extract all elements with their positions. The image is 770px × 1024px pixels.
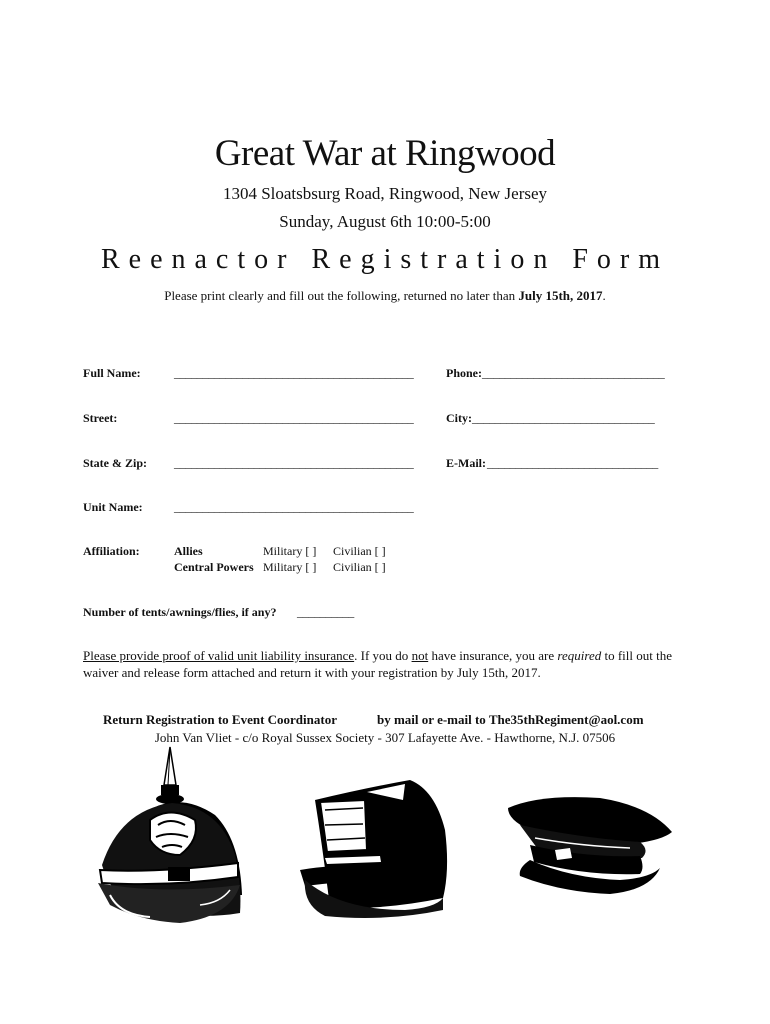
mailing-address: John Van Vliet - c/o Royal Sussex Society - 307 Lafayette Ave. - Hawthorne, N.J. 07506	[154, 730, 616, 745]
peaked-cap-icon	[500, 790, 680, 900]
insurance-text-6: to fill out the waiver and release form attached and return it with your registration by July 15th, 2017.	[83, 648, 673, 680]
email-field[interactable]: ______________________________	[487, 456, 659, 470]
allies-military-checkbox[interactable]: Military [ ]	[263, 544, 317, 558]
return-email-text: by mail or e-mail to The35thRegiment@aol.com	[377, 712, 644, 727]
tents-field[interactable]: __________	[297, 605, 355, 619]
full-name-label: Full Name:	[83, 366, 141, 380]
insurance-text-4: have insurance, you are	[428, 648, 558, 663]
state-zip-field[interactable]: __________________________________________	[174, 456, 414, 470]
email-label: E-Mail:	[446, 456, 486, 470]
central-powers-label: Central Powers	[174, 560, 254, 574]
insurance-text-2: . If you do	[354, 648, 412, 663]
city-field[interactable]: ________________________________	[472, 411, 655, 425]
insurance-required-text: required	[557, 648, 602, 663]
central-powers-military-checkbox[interactable]: Military [ ]	[263, 560, 317, 574]
city-label: City:	[446, 411, 472, 425]
phone-field[interactable]: ________________________________	[482, 366, 665, 380]
kepi-cap-icon	[285, 770, 460, 925]
allies-label: Allies	[174, 544, 203, 558]
phone-label: Phone:	[446, 366, 482, 380]
instructions-text: Please print clearly and fill out the following, returned no later than	[164, 288, 519, 303]
affiliation-label: Affiliation:	[83, 544, 140, 558]
event-date: Sunday, August 6th 10:00-5:00	[279, 212, 491, 231]
insurance-proof-text: Please provide proof of valid unit liability insurance	[83, 648, 355, 663]
instructions	[0, 288, 770, 304]
instructions-deadline: July 15th, 2017	[518, 288, 603, 303]
event-address: 1304 Sloatsbsurg Road, Ringwood, New Jersey	[222, 184, 548, 203]
tents-label: Number of tents/awnings/flies, if any?	[83, 605, 277, 619]
unit-name-label: Unit Name:	[83, 500, 143, 514]
instructions-suffix: .	[602, 288, 606, 303]
state-zip-label: State & Zip:	[83, 456, 147, 470]
street-label: Street:	[83, 411, 118, 425]
full-name-field[interactable]: __________________________________________	[174, 366, 414, 380]
unit-name-field[interactable]: __________________________________________	[174, 500, 414, 514]
form-title: Reenactor Registration Form	[100, 244, 670, 275]
street-field[interactable]: __________________________________________	[174, 411, 414, 425]
central-powers-civilian-checkbox[interactable]: Civilian [ ]	[333, 560, 386, 574]
insurance-not-text: not	[411, 648, 429, 663]
insurance-note	[83, 647, 683, 681]
allies-civilian-checkbox[interactable]: Civilian [ ]	[333, 544, 386, 558]
return-coordinator-text: Return Registration to Event Coordinator	[103, 712, 337, 727]
event-title: Great War at Ringwood	[214, 133, 556, 174]
pickelhaube-helmet-icon	[80, 745, 250, 930]
